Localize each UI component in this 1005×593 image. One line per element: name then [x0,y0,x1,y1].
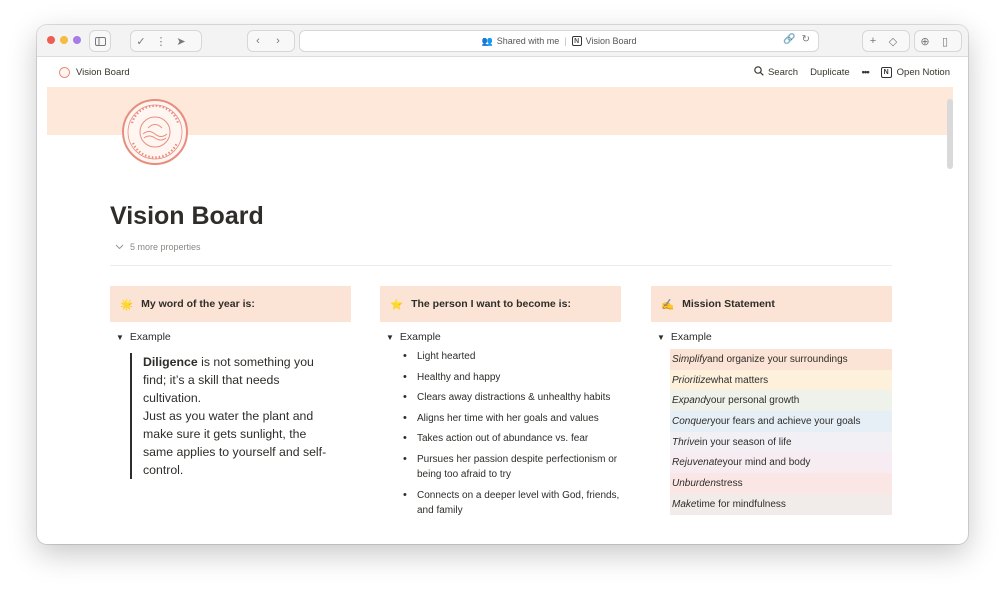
column-header[interactable] [110,286,351,322]
duplicate-button[interactable]: Duplicate [810,66,850,78]
mission-text: stress [715,477,743,489]
new-tab-icon[interactable]: + [869,35,877,47]
list-item[interactable]: • Light hearted [402,349,621,365]
list-item[interactable]: • Healthy and happy [402,370,621,386]
badge-icon [124,101,186,163]
scrollbar[interactable] [947,99,953,169]
check-icon[interactable]: ✓ [136,35,146,48]
column-header[interactable] [651,286,892,322]
toggle-triangle-icon: ▼ [657,332,665,342]
extensions-group [130,30,202,52]
sidebar-icon [90,31,110,51]
toggle-label: Example [670,331,712,343]
open-notion-label: Open Notion [896,66,950,78]
mission-row[interactable] [670,473,892,494]
tab-overview-icon[interactable]: ◇ [888,35,898,48]
mission-row[interactable] [670,349,892,370]
toggle-label: Example [129,331,171,343]
maximize-window-button[interactable] [73,36,81,44]
mission-text: your personal growth [705,395,800,407]
writing-hand-icon: ✍️ [661,298,675,311]
column-heading: The person I want to become is: [411,298,571,310]
notion-topbar [47,57,958,87]
browser-window [37,25,968,544]
address-separator: | [564,36,567,46]
misc-actions-group [914,30,962,52]
mission-row[interactable] [670,370,892,391]
mission-text: what matters [710,374,769,386]
sidebar-toggle-button[interactable] [89,30,111,52]
open-notion-button[interactable] [881,67,950,78]
link-icon[interactable]: 🔗 [783,34,796,45]
list-item[interactable]: • Aligns her time with her goals and values [402,411,621,427]
chevron-down-icon [115,242,124,252]
mission-row[interactable] [670,411,892,432]
traits-list [380,349,621,519]
shared-icon: 👥 [481,35,493,46]
word-of-year-column [110,286,351,479]
list-item[interactable]: • Clears away distractions & unhealthy habits [402,390,621,406]
mission-keyword: Unburden [672,477,716,489]
forward-icon[interactable]: › [276,35,280,47]
address-page-text: Vision Board [585,36,637,46]
address-bar[interactable] [299,30,819,52]
mission-keyword: Expand [672,395,706,407]
search-icon [754,66,764,79]
mission-keyword: Simplify [672,353,708,365]
column-heading: Mission Statement [682,298,775,310]
history-nav [247,30,295,52]
mission-text: your fears and achieve your goals [710,415,861,427]
column-header[interactable] [380,286,621,322]
star-icon: ⭐ [390,298,404,311]
quote-bold-word: Diligence [143,355,198,369]
breadcrumb-page-name: Vision Board [76,66,130,78]
mission-keyword: Rejuvenate [672,457,723,469]
star-icon: 🌟 [120,298,134,311]
list-item[interactable]: • Connects on a deeper level with God, friends, and family [402,488,621,519]
notion-logo-icon: N [881,67,892,78]
example-toggle[interactable] [651,331,892,343]
toggle-label: Example [399,331,441,343]
person-column [380,286,621,524]
mission-row[interactable] [670,452,892,473]
toggle-triangle-icon: ▼ [116,332,124,342]
page-title[interactable]: Vision Board [110,202,264,230]
mission-keyword: Prioritize [672,374,711,386]
breadcrumb[interactable] [59,67,130,78]
mission-text: your mind and body [722,457,811,469]
mission-keyword: Make [672,498,697,510]
toggle-triangle-icon: ▼ [386,332,394,342]
quote-paragraph-2: Just as you water the plant and make sure it gets sunlight, the same applies to yourself and self-control. [143,409,327,477]
reload-icon[interactable]: ↻ [801,34,810,45]
mission-text: in your season of life [699,436,792,448]
search-label: Search [767,66,799,78]
mission-row[interactable] [670,494,892,515]
example-toggle[interactable] [110,331,351,343]
column-heading: My word of the year is: [141,298,255,310]
tune-icon[interactable]: ⋮ [155,35,167,48]
mission-row[interactable] [670,390,892,411]
more-options-button[interactable]: ••• [861,66,869,78]
more-properties-toggle[interactable] [115,242,201,252]
list-item[interactable]: • Takes action out of abundance vs. fear [402,431,621,447]
example-toggle[interactable] [380,331,621,343]
quote-paragraph-1 [143,353,336,407]
page-logo-icon [59,67,70,78]
address-shared-text: Shared with me [496,36,560,46]
close-window-button[interactable] [47,36,55,44]
mission-text: and organize your surroundings [707,353,848,365]
search-button[interactable] [754,66,798,79]
mission-keyword: Conquer [672,415,711,427]
sidebar-right-icon[interactable]: ▯ [941,35,949,48]
mission-text: time for mindfulness [696,498,786,510]
tab-actions-group [862,30,910,52]
minimize-window-button[interactable] [60,36,68,44]
send-icon[interactable]: ➤ [176,35,186,48]
topbar-actions [754,66,950,79]
page-content [47,87,953,544]
mission-column [651,286,892,515]
properties-divider [110,265,892,266]
mission-row[interactable] [670,432,892,453]
quote-rest: is not something you find; it’s a skill that needs cultivation. [143,355,314,405]
mission-statement-list [651,349,892,515]
page-icon-logo[interactable] [122,99,188,165]
mission-keyword: Thrive [672,436,700,448]
notion-icon: N [572,36,582,46]
download-icon[interactable]: ⊕ [920,35,930,48]
browser-toolbar [37,25,968,57]
address-actions [783,34,810,45]
more-properties-label: 5 more properties [130,242,201,252]
back-icon[interactable]: ‹ [256,35,260,47]
list-item[interactable]: • Pursues her passion despite perfectionism or being too afraid to try [402,452,621,483]
quote-block[interactable] [130,353,336,479]
